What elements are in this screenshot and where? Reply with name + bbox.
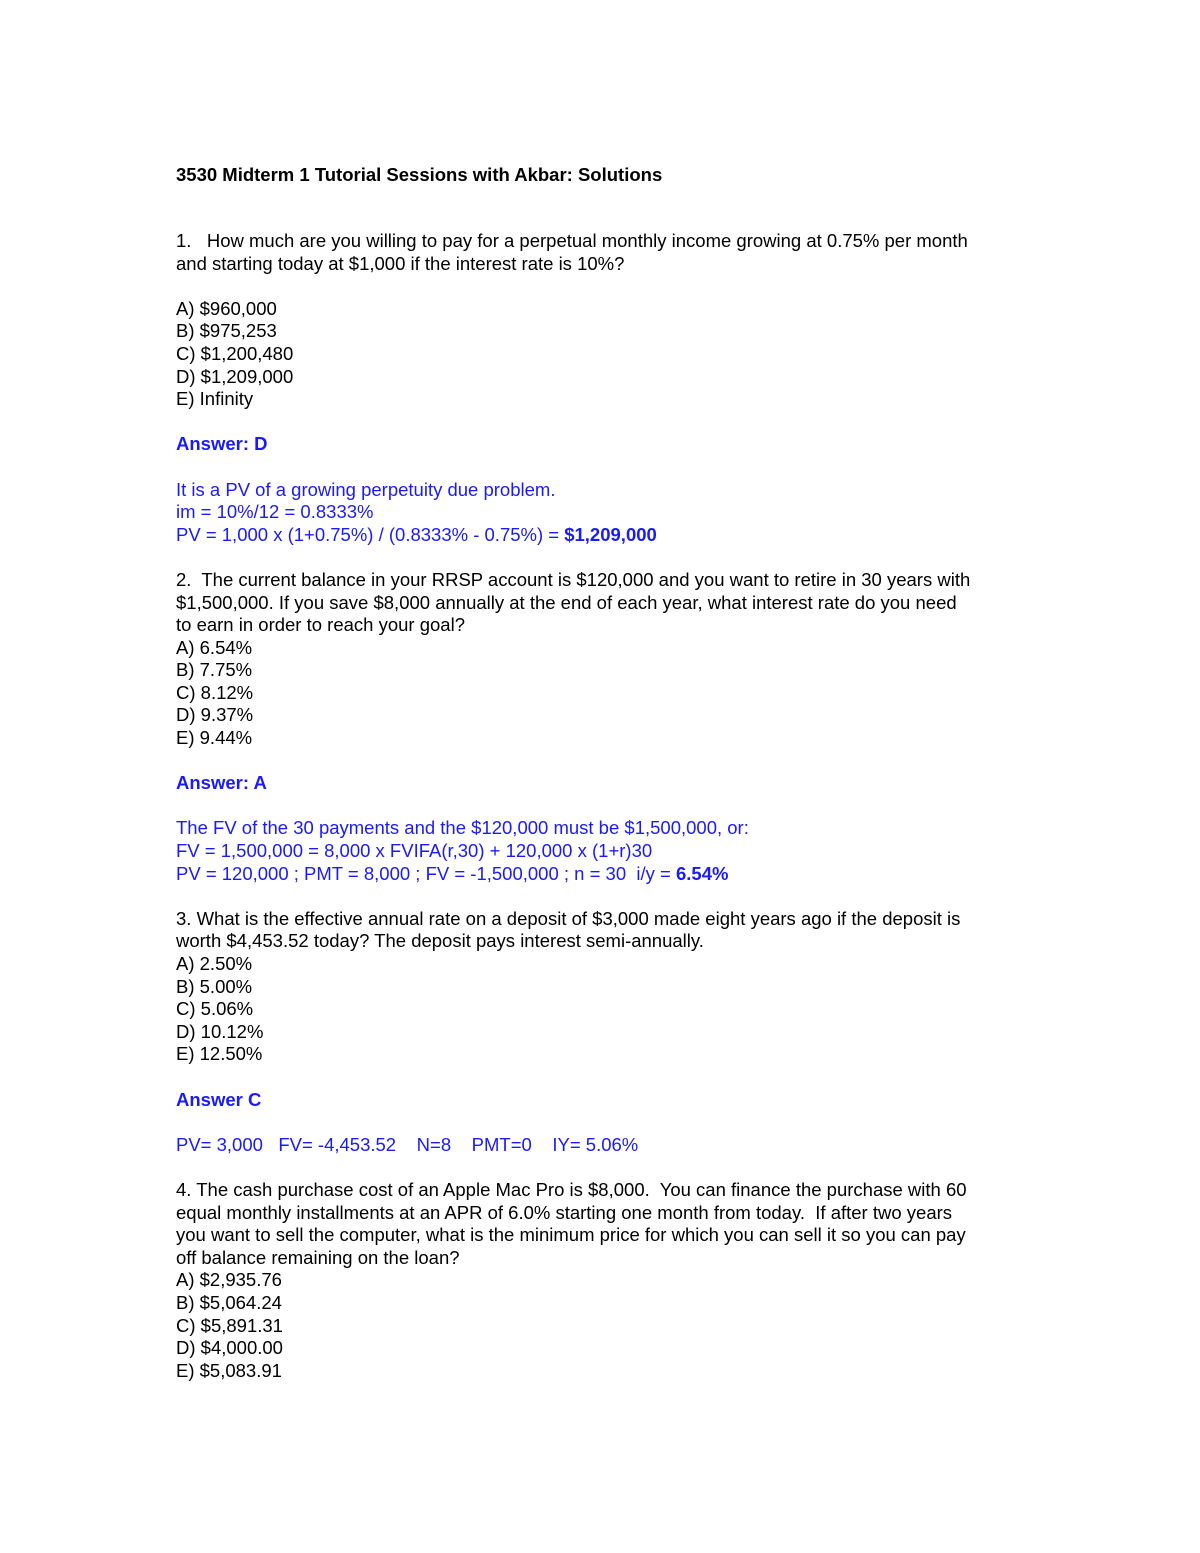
question-text-line: equal monthly installments at an APR of 6.0% starting one month from today. If after two years bbox=[176, 1201, 953, 1223]
option-b: B) $975,253 bbox=[176, 320, 277, 342]
solution-calculation: PV= 3,000 FV= -4,453.52 N=8 PMT=0 IY= 5.06% bbox=[176, 1133, 639, 1155]
option-d: D) 9.37% bbox=[176, 704, 254, 726]
question-text-line: 4. The cash purchase cost of an Apple Mac Pro is $8,000. You can finance the purchase with 60 bbox=[176, 1178, 967, 1200]
solution-line: FV = 1,500,000 = 8,000 x FVIFA(r,30) + 120,000 x (1+r)30 bbox=[176, 840, 653, 862]
option-a: A) $960,000 bbox=[176, 297, 277, 319]
option-c: C) $5,891.31 bbox=[176, 1314, 283, 1336]
question-text-line: to earn in order to reach your goal? bbox=[176, 614, 465, 636]
option-c: C) 8.12% bbox=[176, 681, 254, 703]
calculation-result: 6.54% bbox=[676, 862, 729, 884]
option-c: C) 5.06% bbox=[176, 998, 254, 1020]
question-text-line: 2. The current balance in your RRSP account is $120,000 and you want to retire in 30 years with bbox=[176, 568, 971, 590]
calculation-text: PV = 1,000 x (1+0.75%) / (0.8333% - 0.75%) = bbox=[176, 523, 565, 545]
option-a: A) $2,935.76 bbox=[176, 1269, 282, 1291]
calculation-result: $1,209,000 bbox=[564, 523, 657, 545]
option-a: A) 2.50% bbox=[176, 953, 253, 974]
calculation-text: PV = 120,000 ; PMT = 8,000 ; FV = -1,500,000 ; n = 30 i/y = bbox=[176, 862, 676, 884]
answer-label: Answer: A bbox=[176, 772, 267, 794]
question-text-line: and starting today at $1,000 if the interest rate is 10%? bbox=[176, 252, 625, 274]
solution-calculation bbox=[176, 524, 1036, 547]
question-2 bbox=[176, 569, 1036, 885]
option-e: E) 12.50% bbox=[176, 1043, 263, 1065]
question-text-line: 3. What is the effective annual rate on a deposit of $3,000 made eight years ago if the deposit is bbox=[176, 907, 961, 929]
document-title: 3530 Midterm 1 Tutorial Sessions with Akbar: Solutions bbox=[176, 164, 663, 185]
solution-calculation bbox=[176, 863, 1036, 886]
solution-line: The FV of the 30 payments and the $120,000 must be $1,500,000, or: bbox=[176, 817, 749, 839]
question-1 bbox=[176, 230, 1036, 546]
answer-label: Answer C bbox=[176, 1088, 262, 1110]
option-e: E) Infinity bbox=[176, 388, 254, 410]
option-d: D) 10.12% bbox=[176, 1020, 264, 1042]
option-b: B) $5,064.24 bbox=[176, 1291, 282, 1313]
question-4 bbox=[176, 1179, 1036, 1382]
solution-line: It is a PV of a growing perpetuity due problem. bbox=[176, 478, 556, 500]
question-text-line: worth $4,453.52 today? The deposit pays interest semi-annually. bbox=[176, 930, 704, 952]
option-e: E) $5,083.91 bbox=[176, 1359, 282, 1381]
document-page bbox=[176, 162, 1036, 1382]
question-text-line: off balance remaining on the loan? bbox=[176, 1246, 460, 1268]
question-text-line: 1. How much are you willing to pay for a perpetual monthly income growing at 0.75% per month bbox=[176, 230, 968, 251]
answer-label: Answer: D bbox=[176, 433, 268, 455]
option-c: C) $1,200,480 bbox=[176, 342, 294, 364]
option-a: A) 6.54% bbox=[176, 636, 253, 658]
option-d: D) $1,209,000 bbox=[176, 365, 294, 387]
question-3 bbox=[176, 908, 1036, 1157]
option-d: D) $4,000.00 bbox=[176, 1337, 283, 1359]
option-b: B) 7.75% bbox=[176, 659, 253, 681]
solution-line: im = 10%/12 = 0.8333% bbox=[176, 501, 374, 523]
option-e: E) 9.44% bbox=[176, 727, 253, 749]
question-text-line: you want to sell the computer, what is the minimum price for which you can sell it so you can pay bbox=[176, 1224, 966, 1246]
question-text-line: $1,500,000. If you save $8,000 annually at the end of each year, what interest rate do you need bbox=[176, 591, 957, 613]
option-b: B) 5.00% bbox=[176, 975, 253, 997]
